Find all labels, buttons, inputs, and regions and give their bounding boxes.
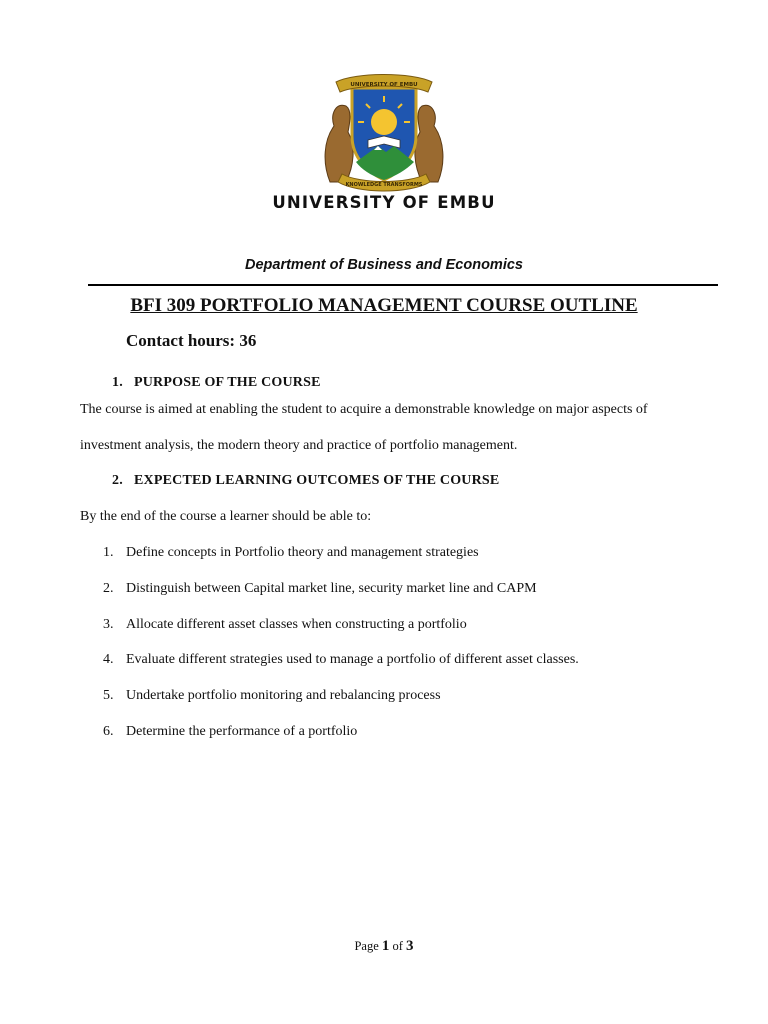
page-label: Page xyxy=(354,939,379,953)
item-text: Determine the performance of a portfolio xyxy=(126,724,358,739)
header-divider xyxy=(88,284,718,286)
left-lion-supporter xyxy=(325,105,353,182)
section-title: EXPECTED LEARNING OUTCOMES OF THE COURSE xyxy=(134,473,500,488)
list-item xyxy=(103,652,579,668)
item-text: Define concepts in Portfolio theory and management strategies xyxy=(126,545,479,560)
list-item xyxy=(103,724,357,740)
list-item xyxy=(103,581,537,597)
item-number: 6. xyxy=(103,724,114,739)
right-lion-supporter xyxy=(415,105,443,182)
list-item xyxy=(103,545,479,561)
item-text: Distinguish between Capital market line, security market line and CAPM xyxy=(126,581,537,596)
purpose-paragraph-line-2: investment analysis, the modern theory and practice of portfolio management. xyxy=(80,438,518,453)
section-heading-purpose xyxy=(112,375,321,391)
item-number: 4. xyxy=(103,652,114,667)
item-text: Undertake portfolio monitoring and rebalancing process xyxy=(126,688,441,703)
section-heading-outcomes xyxy=(112,473,499,489)
item-text: Allocate different asset classes when constructing a portfolio xyxy=(126,617,467,632)
sun-symbol xyxy=(371,109,397,135)
of-label: of xyxy=(392,939,403,953)
item-number: 3. xyxy=(103,617,114,632)
item-number: 2. xyxy=(103,581,114,596)
list-item xyxy=(103,617,467,633)
contact-hours: Contact hours: 36 xyxy=(126,331,257,350)
course-title: BFI 309 PORTFOLIO MANAGEMENT COURSE OUTLINE xyxy=(130,295,638,316)
item-number: 1. xyxy=(103,545,114,560)
department-name: Department of Business and Economics xyxy=(245,257,523,273)
university-name: UNIVERSITY OF EMBU xyxy=(272,193,496,212)
item-number: 5. xyxy=(103,688,114,703)
total-pages-number: 3 xyxy=(406,938,414,954)
section-number: 1. xyxy=(112,375,123,390)
page-footer xyxy=(0,938,768,955)
banner-text: UNIVERSITY OF EMBU xyxy=(350,82,418,88)
current-page-number: 1 xyxy=(381,938,390,954)
item-text: Evaluate different strategies used to manage a portfolio of different asset classes. xyxy=(126,652,579,667)
university-crest-logo xyxy=(316,62,452,198)
outcomes-intro: By the end of the course a learner should be able to: xyxy=(80,509,372,524)
section-title: PURPOSE OF THE COURSE xyxy=(134,375,321,390)
purpose-paragraph-line-1: The course is aimed at enabling the student to acquire a demonstrable knowledge on major aspects of xyxy=(80,402,648,417)
motto-text: KNOWLEDGE TRANSFORMS xyxy=(345,182,423,188)
section-number: 2. xyxy=(112,473,123,488)
list-item xyxy=(103,688,441,704)
